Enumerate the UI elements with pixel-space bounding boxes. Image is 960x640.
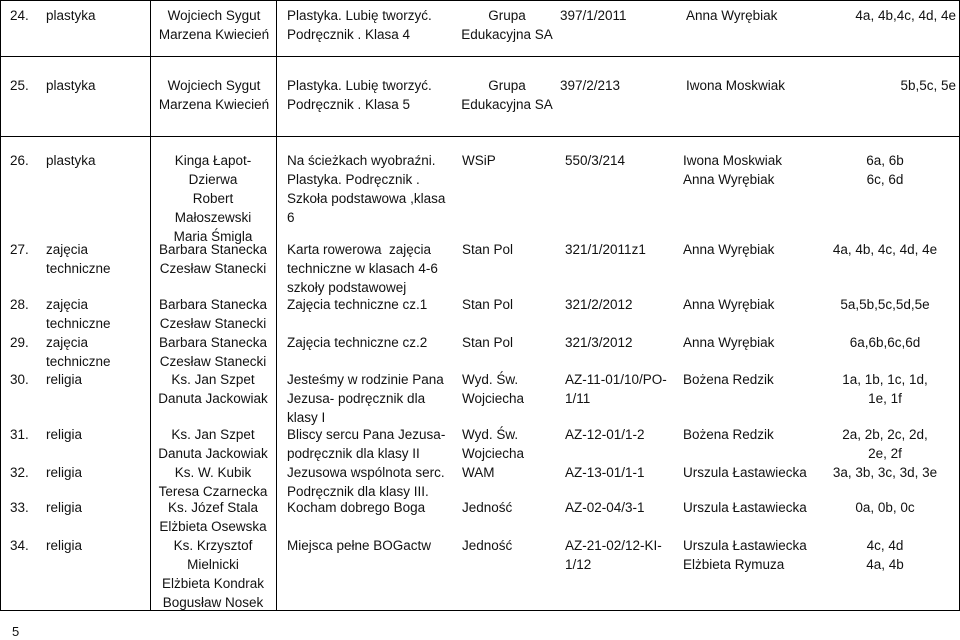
cell-title: Jezusowa wspólnota serc. Podręcznik dla klasy III. bbox=[287, 465, 445, 499]
cell-teacher: Anna Wyrębiak bbox=[683, 242, 775, 257]
cell-subject: plastyka bbox=[46, 78, 96, 93]
cell-classes: 5a,5b,5c,5d,5e bbox=[840, 297, 930, 312]
cell-classes: 2a, 2b, 2c, 2d, 2e, 2f bbox=[842, 427, 928, 461]
cell-authors: Barbara Stanecka Czesław Stanecki bbox=[158, 242, 268, 276]
cell-nr: 32. bbox=[10, 465, 29, 480]
cell-number: AZ-11-01/10/PO- 1/11 bbox=[565, 372, 667, 406]
cell-authors: Barbara Stanecka Czesław Stanecki bbox=[158, 297, 268, 331]
cell-nr: 34. bbox=[10, 538, 29, 553]
cell-nr: 25. bbox=[10, 78, 29, 93]
cell-nr: 24. bbox=[10, 8, 29, 23]
cell-title: Zajęcia techniczne cz.2 bbox=[287, 335, 428, 350]
cell-classes: 4a, 4b,4c, 4d, 4e bbox=[855, 8, 956, 23]
cell-subject: religia bbox=[46, 465, 83, 480]
cell-title: Na ścieżkach wyobraźni. Plastyka. Podręcznik . Szkoła podstawowa ,klasa 6 bbox=[287, 153, 446, 225]
cell-subject: zajęcia techniczne bbox=[46, 242, 111, 276]
cell-publisher: Wyd. Św. Wojciecha bbox=[462, 427, 525, 461]
cell-number: 397/1/2011 bbox=[560, 8, 627, 23]
cell-number: 397/2/213 bbox=[560, 78, 621, 93]
cell-title: Karta rowerowa zajęcia techniczne w klasach 4-6 szkoły podstawowej bbox=[287, 242, 438, 295]
cell-classes: 4a, 4b, 4c, 4d, 4e bbox=[832, 242, 938, 257]
cell-classes: 1a, 1b, 1c, 1d, 1e, 1f bbox=[842, 372, 928, 406]
cell-publisher: WSiP bbox=[462, 153, 496, 168]
cell-subject: religia bbox=[46, 500, 83, 515]
cell-teacher: Iwona Moskwiak Anna Wyrębiak bbox=[683, 153, 783, 187]
cell-teacher: Bożena Redzik bbox=[683, 372, 774, 387]
cell-classes: 4c, 4d 4a, 4b bbox=[866, 538, 904, 572]
cell-title: Plastyka. Lubię tworzyć. Podręcznik . Klasa 4 bbox=[287, 8, 432, 42]
cell-teacher: Anna Wyrębiak bbox=[683, 297, 775, 312]
cell-authors: Kinga Łapot- Dzierwa Robert Małoszewski Maria Śmigla bbox=[173, 153, 253, 244]
cell-authors: Ks. Jan Szpet Danuta Jackowiak bbox=[158, 372, 268, 406]
cell-nr: 28. bbox=[10, 297, 29, 312]
cell-authors: Wojciech Sygut Marzena Kwiecień bbox=[158, 78, 270, 112]
cell-classes: 0a, 0b, 0c bbox=[855, 500, 915, 515]
cell-publisher: Stan Pol bbox=[462, 297, 514, 312]
cell-title: Plastyka. Lubię tworzyć. Podręcznik . Klasa 5 bbox=[287, 78, 432, 112]
cell-teacher: Anna Wyrębiak bbox=[683, 335, 775, 350]
cell-subject: zajęcia techniczne bbox=[46, 335, 111, 369]
cell-classes: 6a,6b,6c,6d bbox=[849, 335, 921, 350]
cell-authors: Ks. Józef Stala Elżbieta Osewska bbox=[159, 500, 267, 534]
cell-nr: 33. bbox=[10, 500, 29, 515]
cell-number: AZ-13-01/1-1 bbox=[565, 465, 645, 480]
cell-classes: 3a, 3b, 3c, 3d, 3e bbox=[832, 465, 938, 480]
cell-publisher: WAM bbox=[462, 465, 495, 480]
cell-authors: Barbara Stanecka Czesław Stanecki bbox=[158, 335, 268, 369]
cell-authors: Ks. Krzysztof Mielnicki Elżbieta Kondrak Bogusław Nosek bbox=[161, 538, 265, 610]
cell-nr: 29. bbox=[10, 335, 29, 350]
cell-number: 321/1/2011z1 bbox=[565, 242, 646, 257]
cell-teacher: Urszula Łastawiecka bbox=[683, 465, 807, 480]
cell-title: Zajęcia techniczne cz.1 bbox=[287, 297, 428, 312]
cell-number: 550/3/214 bbox=[565, 153, 626, 168]
cell-number: 321/3/2012 bbox=[565, 335, 633, 350]
cell-publisher: Jedność bbox=[462, 538, 513, 553]
cell-number: AZ-02-04/3-1 bbox=[565, 500, 645, 515]
cell-nr: 31. bbox=[10, 427, 29, 442]
cell-subject: plastyka bbox=[46, 153, 96, 168]
cell-teacher: Iwona Moskwiak bbox=[686, 78, 786, 93]
cell-subject: plastyka bbox=[46, 8, 96, 23]
cell-teacher: Anna Wyrębiak bbox=[686, 8, 778, 23]
cell-title: Miejsca pełne BOGactw bbox=[287, 538, 432, 553]
cell-title: Jesteśmy w rodzinie Pana Jezusa- podręcznik dla klasy I bbox=[287, 372, 444, 425]
cell-authors: Ks. Jan Szpet Danuta Jackowiak bbox=[158, 427, 268, 461]
cell-number: AZ-21-02/12-KI- 1/12 bbox=[565, 538, 662, 572]
cell-authors: Ks. W. Kubik Teresa Czarnecka bbox=[158, 465, 268, 499]
cell-publisher: Jedność bbox=[462, 500, 513, 515]
cell-publisher: Stan Pol bbox=[462, 242, 514, 257]
cell-classes: 6a, 6b 6c, 6d bbox=[866, 153, 904, 187]
cell-teacher: Urszula Łastawiecka Elżbieta Rymuza bbox=[683, 538, 807, 572]
cell-number: AZ-12-01/1-2 bbox=[565, 427, 645, 442]
cell-teacher: Urszula Łastawiecka bbox=[683, 500, 807, 515]
cell-nr: 30. bbox=[10, 372, 29, 387]
cell-nr: 26. bbox=[10, 153, 29, 168]
cell-subject: religia bbox=[46, 372, 83, 387]
cell-classes: 5b,5c, 5e bbox=[900, 78, 956, 93]
cell-authors: Wojciech Sygut Marzena Kwiecień bbox=[158, 8, 270, 42]
cell-title: Bliscy sercu Pana Jezusa- podręcznik dla klasy II bbox=[287, 427, 446, 461]
cell-subject: zajęcia techniczne bbox=[46, 297, 111, 331]
cell-number: 321/2/2012 bbox=[565, 297, 633, 312]
cell-publisher: Stan Pol bbox=[462, 335, 514, 350]
cell-publisher: Wyd. Św. Wojciecha bbox=[462, 372, 525, 406]
cell-title: Kocham dobrego Boga bbox=[287, 500, 426, 515]
cell-nr: 27. bbox=[10, 242, 29, 257]
cell-publisher: Grupa Edukacyjna SA bbox=[461, 78, 553, 112]
cell-publisher: Grupa Edukacyjna SA bbox=[461, 8, 553, 42]
cell-teacher: Bożena Redzik bbox=[683, 427, 774, 442]
cell-subject: religia bbox=[46, 427, 83, 442]
page-number: 5 bbox=[12, 624, 20, 639]
cell-subject: religia bbox=[46, 538, 83, 553]
